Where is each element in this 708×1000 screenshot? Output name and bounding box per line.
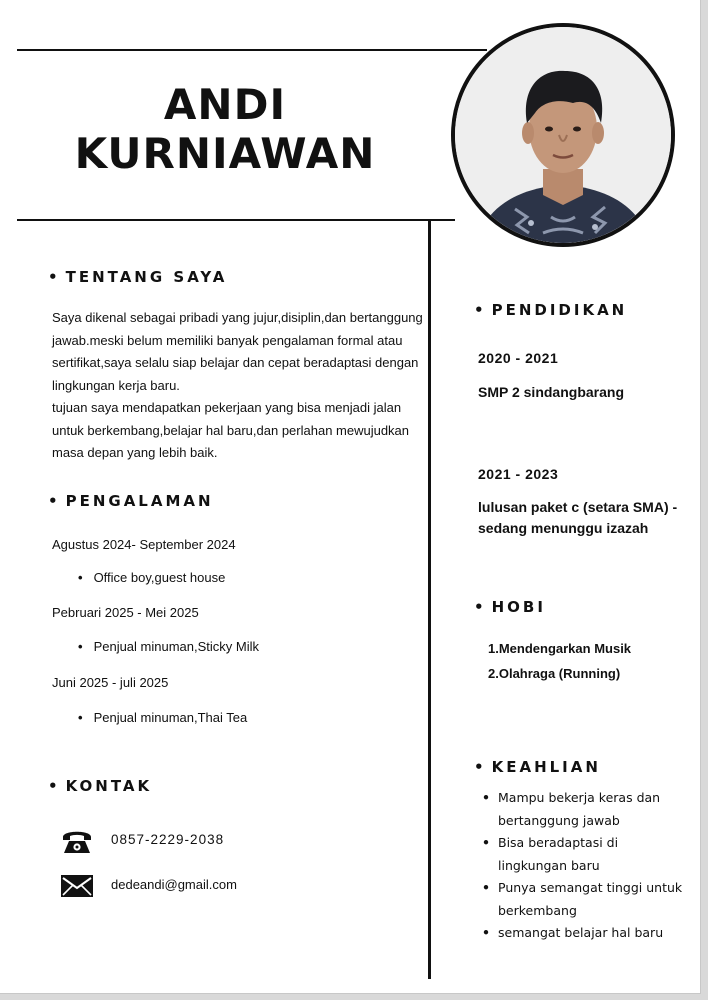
envelope-icon bbox=[60, 873, 94, 901]
person-photo-illustration bbox=[455, 27, 671, 243]
section-title-pengalaman: • PENGALAMAN bbox=[48, 492, 214, 510]
section-title-kontak: • KONTAK bbox=[48, 777, 153, 795]
experience-role-1: • Office boy,guest house bbox=[78, 570, 225, 585]
list-item: • Punya semangat tinggi untuk berkembang bbox=[480, 877, 690, 922]
list-item: • semangat belajar hal baru bbox=[480, 922, 690, 945]
list-item: • Mampu bekerja keras dan bertanggung jawab bbox=[480, 787, 690, 832]
phone-icon bbox=[60, 826, 94, 854]
section-title-tentang: • TENTANG SAYA bbox=[48, 268, 228, 286]
section-title-keahlian: • KEAHLIAN bbox=[474, 758, 601, 776]
first-name: ANDI bbox=[163, 80, 287, 129]
list-item: • Bisa beradaptasi di lingkungan baru bbox=[480, 832, 690, 877]
last-name: KURNIAWAN bbox=[74, 129, 376, 178]
experience-period-2: Pebruari 2025 - Mei 2025 bbox=[52, 605, 199, 620]
name-heading bbox=[40, 80, 410, 178]
hobby-list bbox=[488, 636, 631, 686]
bullet-icon: • bbox=[474, 758, 484, 776]
top-divider bbox=[17, 49, 487, 51]
experience-period-3: Juni 2025 - juli 2025 bbox=[52, 675, 169, 690]
bullet-icon: • bbox=[474, 598, 484, 616]
education-school-1: SMP 2 sindangbarang bbox=[478, 384, 624, 400]
bullet-icon: • bbox=[48, 777, 58, 795]
experience-role-2: • Penjual minuman,Sticky Milk bbox=[78, 639, 259, 654]
bullet-icon: • bbox=[48, 492, 58, 510]
section-title-hobi: • HOBI bbox=[474, 598, 546, 616]
list-item: 1.Mendengarkan Musik bbox=[488, 641, 632, 656]
about-paragraph-2: tujuan saya mendapatkan pekerjaan yang bisa menjadi jalan untuk berkembang,belajar hal baru,dan perlahan mewujudkan masa depan yang lebih baik. bbox=[52, 400, 410, 460]
experience-period-1: Agustus 2024- September 2024 bbox=[52, 537, 236, 552]
contact-email[interactable]: dedeandi@gmail.com bbox=[111, 877, 237, 892]
about-text bbox=[52, 307, 424, 465]
skill-list bbox=[480, 787, 690, 945]
bullet-icon: • bbox=[48, 268, 58, 286]
bullet-icon: • bbox=[474, 301, 484, 319]
header-divider bbox=[17, 219, 455, 221]
education-years-1: 2020 - 2021 bbox=[478, 350, 559, 366]
contact-phone[interactable]: 0857-2229-2038 bbox=[111, 832, 225, 847]
education-school-2: lulusan paket c (setara SMA) - sedang menunggu izazah bbox=[478, 499, 678, 536]
profile-photo bbox=[451, 23, 675, 247]
section-title-pendidikan: • PENDIDIKAN bbox=[474, 301, 628, 319]
column-divider bbox=[428, 221, 431, 979]
list-item: 2.Olahraga (Running) bbox=[488, 666, 621, 681]
experience-role-3: • Penjual minuman,Thai Tea bbox=[78, 710, 247, 725]
about-paragraph-1: Saya dikenal sebagai pribadi yang jujur,disiplin,dan bertanggung jawab.meski belum memiliki banyak pengalaman formal atau sertifikat,saya selalu siap belajar dan cepat beradaptasi dengan lingkungan kerja baru. bbox=[52, 310, 423, 393]
education-years-2: 2021 - 2023 bbox=[478, 466, 559, 482]
